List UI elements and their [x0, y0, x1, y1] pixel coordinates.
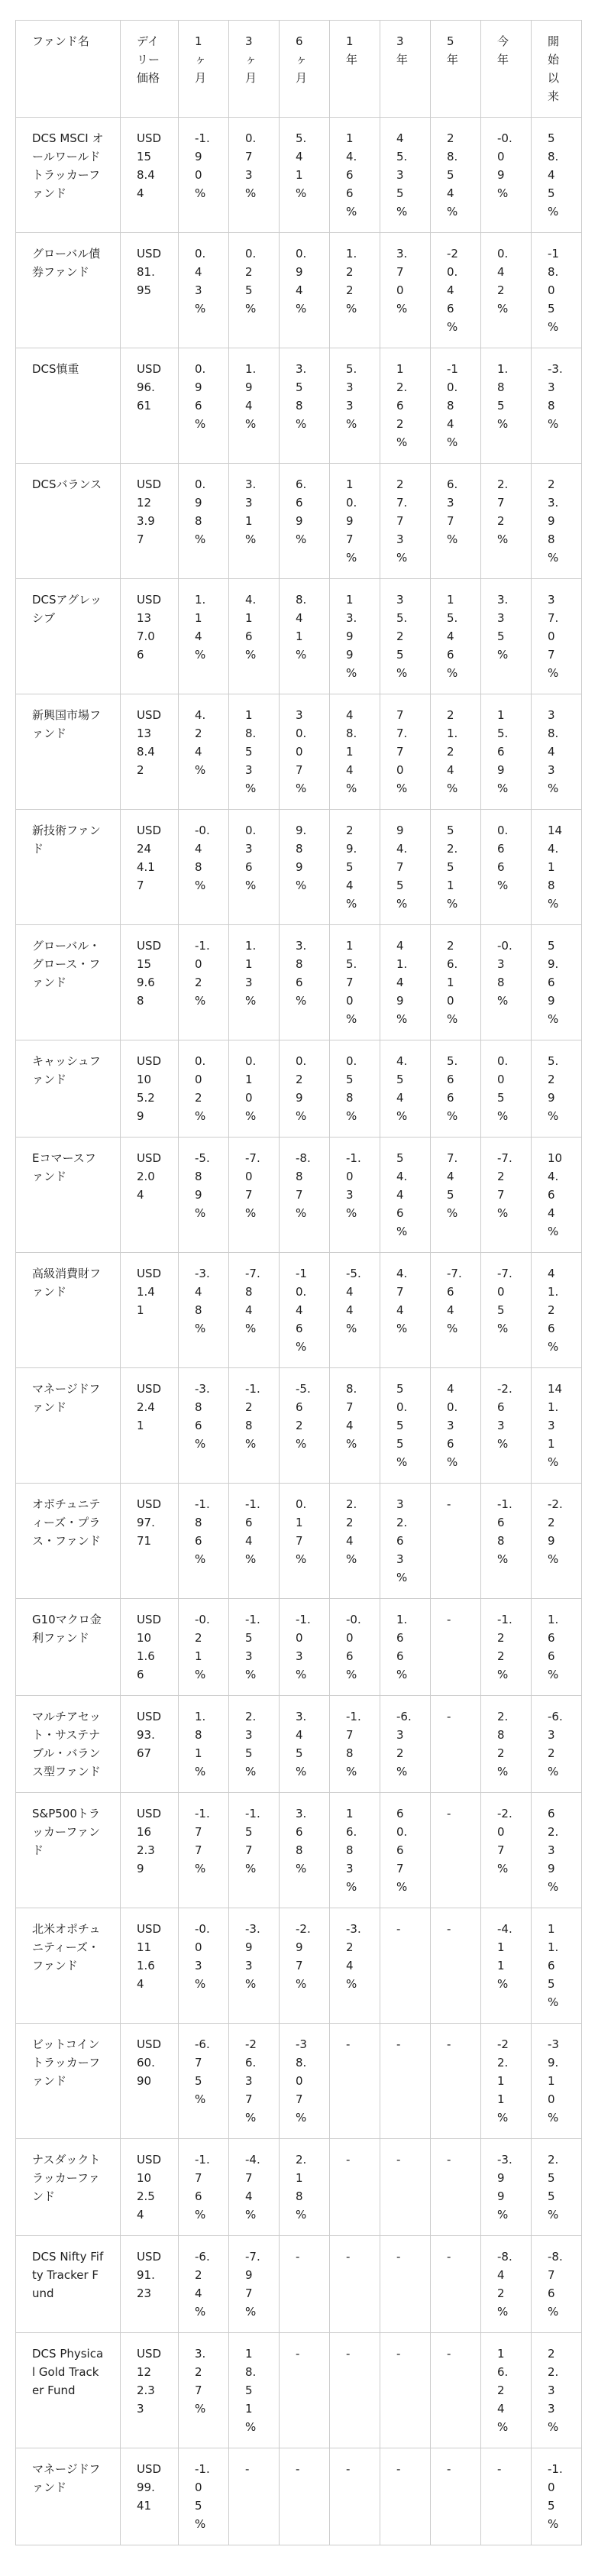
return-inception-cell: -6.32%	[532, 1696, 582, 1793]
return-6m-cell: 6.69%	[280, 464, 330, 579]
table-row	[16, 2024, 582, 2139]
return-3m-cell: 0.10%	[229, 1040, 280, 1138]
return-3y-cell: 12.62%	[380, 348, 431, 464]
return-inception-cell: 62.39%	[532, 1793, 582, 1908]
return-6m-cell: -	[280, 2333, 330, 2448]
daily-price-cell: USD 111.64	[121, 1908, 179, 2024]
return-3y-cell: 4.54%	[380, 1040, 431, 1138]
return-inception-cell: 144.18%	[532, 810, 582, 925]
return-6m-cell: -	[280, 2448, 330, 2545]
return-1m-cell: 1.14%	[179, 579, 229, 694]
return-1m-cell: -1.90%	[179, 118, 229, 233]
return-1y-cell: -	[330, 2236, 380, 2333]
fund-name-cell: DCS MSCI オールワールドトラッカーファンド	[16, 118, 121, 233]
return-1m-cell: -3.48%	[179, 1253, 229, 1368]
return-6m-cell: 30.07%	[280, 694, 330, 810]
return-3y-cell: 27.73%	[380, 464, 431, 579]
fund-name-cell: Eコマースファンド	[16, 1138, 121, 1253]
fund-name-cell: DCSバランス	[16, 464, 121, 579]
return-3y-cell: 77.70%	[380, 694, 431, 810]
return-6m-cell: -10.46%	[280, 1253, 330, 1368]
column-header-2: 1ヶ月	[179, 21, 229, 118]
return-5y-cell: -	[431, 2333, 481, 2448]
return-1y-cell: 48.14%	[330, 694, 380, 810]
fund-name-cell: マネージドファンド	[16, 2448, 121, 2545]
return-ytd-cell: -4.11%	[481, 1908, 532, 2024]
daily-price-cell: USD 102.54	[121, 2139, 179, 2236]
return-inception-cell: 22.33%	[532, 2333, 582, 2448]
return-ytd-cell: 2.82%	[481, 1696, 532, 1793]
return-5y-cell: 5.66%	[431, 1040, 481, 1138]
table-row	[16, 348, 582, 464]
fund-name-cell: キャッシュファンド	[16, 1040, 121, 1138]
daily-price-cell: USD 244.17	[121, 810, 179, 925]
table-row	[16, 810, 582, 925]
return-3y-cell: 54.46%	[380, 1138, 431, 1253]
fund-name-cell: 新技術ファンド	[16, 810, 121, 925]
return-inception-cell: 5.29%	[532, 1040, 582, 1138]
return-5y-cell: -7.64%	[431, 1253, 481, 1368]
return-1m-cell: -0.21%	[179, 1599, 229, 1696]
return-inception-cell: 1.66%	[532, 1599, 582, 1696]
return-3m-cell: -1.57%	[229, 1793, 280, 1908]
fund-name-cell: 新興国市場ファンド	[16, 694, 121, 810]
return-3m-cell: 0.73%	[229, 118, 280, 233]
return-5y-cell: -	[431, 1908, 481, 2024]
return-inception-cell: -2.29%	[532, 1484, 582, 1599]
return-6m-cell: -1.03%	[280, 1599, 330, 1696]
return-6m-cell: 3.86%	[280, 925, 330, 1040]
column-header-4: 6ヶ月	[280, 21, 330, 118]
return-5y-cell: -	[431, 1696, 481, 1793]
table-row	[16, 1793, 582, 1908]
return-1y-cell: -	[330, 2139, 380, 2236]
table-row	[16, 2236, 582, 2333]
return-6m-cell: -2.97%	[280, 1908, 330, 2024]
daily-price-cell: USD 93.67	[121, 1696, 179, 1793]
table-row	[16, 2139, 582, 2236]
return-ytd-cell: 0.42%	[481, 233, 532, 348]
funds-performance-table	[15, 20, 582, 2545]
return-ytd-cell: -0.09%	[481, 118, 532, 233]
return-inception-cell: 59.69%	[532, 925, 582, 1040]
table-row	[16, 1599, 582, 1696]
fund-name-cell: DCSアグレッシブ	[16, 579, 121, 694]
return-6m-cell: -	[280, 2236, 330, 2333]
daily-price-cell: USD 123.97	[121, 464, 179, 579]
return-1m-cell: 0.98%	[179, 464, 229, 579]
return-5y-cell: -10.84%	[431, 348, 481, 464]
return-5y-cell: -	[431, 2024, 481, 2139]
return-ytd-cell: -1.22%	[481, 1599, 532, 1696]
daily-price-cell: USD 101.66	[121, 1599, 179, 1696]
return-3m-cell: 18.53%	[229, 694, 280, 810]
column-header-5: 1年	[330, 21, 380, 118]
return-5y-cell: 6.37%	[431, 464, 481, 579]
return-3y-cell: -6.32%	[380, 1696, 431, 1793]
fund-name-cell: DCS慎重	[16, 348, 121, 464]
return-ytd-cell: -22.11%	[481, 2024, 532, 2139]
return-3m-cell: 0.36%	[229, 810, 280, 925]
return-inception-cell: 104.64%	[532, 1138, 582, 1253]
return-1y-cell: -3.24%	[330, 1908, 380, 2024]
table-row	[16, 1696, 582, 1793]
return-6m-cell: -8.87%	[280, 1138, 330, 1253]
return-6m-cell: 9.89%	[280, 810, 330, 925]
column-header-8: 今年	[481, 21, 532, 118]
daily-price-cell: USD 2.04	[121, 1138, 179, 1253]
daily-price-cell: USD 138.42	[121, 694, 179, 810]
return-1y-cell: 1.22%	[330, 233, 380, 348]
return-ytd-cell: 0.05%	[481, 1040, 532, 1138]
return-ytd-cell: 16.24%	[481, 2333, 532, 2448]
return-1y-cell: 14.66%	[330, 118, 380, 233]
return-5y-cell: -20.46%	[431, 233, 481, 348]
fund-name-cell: 高級消費財ファンド	[16, 1253, 121, 1368]
daily-price-cell: USD 99.41	[121, 2448, 179, 2545]
return-3y-cell: 45.35%	[380, 118, 431, 233]
fund-name-cell: グローバル債券ファンド	[16, 233, 121, 348]
return-1y-cell: -0.06%	[330, 1599, 380, 1696]
fund-name-cell: ビットコイントラッカーファンド	[16, 2024, 121, 2139]
daily-price-cell: USD 2.41	[121, 1368, 179, 1484]
return-6m-cell: 3.45%	[280, 1696, 330, 1793]
return-3m-cell: 1.94%	[229, 348, 280, 464]
table-row	[16, 694, 582, 810]
return-1m-cell: 0.02%	[179, 1040, 229, 1138]
column-header-3: 3ヶ月	[229, 21, 280, 118]
return-5y-cell: 15.46%	[431, 579, 481, 694]
return-3m-cell: 18.51%	[229, 2333, 280, 2448]
return-1m-cell: -1.05%	[179, 2448, 229, 2545]
return-1m-cell: -0.03%	[179, 1908, 229, 2024]
return-ytd-cell: -	[481, 2448, 532, 2545]
return-5y-cell: -	[431, 2236, 481, 2333]
return-inception-cell: 141.31%	[532, 1368, 582, 1484]
return-5y-cell: -	[431, 2139, 481, 2236]
return-1y-cell: 8.74%	[330, 1368, 380, 1484]
return-3y-cell: -	[380, 2333, 431, 2448]
return-inception-cell: 41.26%	[532, 1253, 582, 1368]
header-row	[16, 21, 582, 118]
return-ytd-cell: 3.35%	[481, 579, 532, 694]
return-1y-cell: 5.33%	[330, 348, 380, 464]
daily-price-cell: USD 162.39	[121, 1793, 179, 1908]
return-3y-cell: -	[380, 2448, 431, 2545]
return-1m-cell: 0.43%	[179, 233, 229, 348]
return-ytd-cell: -1.68%	[481, 1484, 532, 1599]
return-3y-cell: 50.55%	[380, 1368, 431, 1484]
return-6m-cell: -5.62%	[280, 1368, 330, 1484]
table-row	[16, 1484, 582, 1599]
return-1y-cell: -	[330, 2448, 380, 2545]
return-6m-cell: 5.41%	[280, 118, 330, 233]
table-row	[16, 579, 582, 694]
fund-name-cell: DCS Physical Gold Tracker Fund	[16, 2333, 121, 2448]
fund-name-cell: グローバル・グロース・ファンド	[16, 925, 121, 1040]
fund-name-cell: S&P500トラッカーファンド	[16, 1793, 121, 1908]
column-header-7: 5年	[431, 21, 481, 118]
table-row	[16, 118, 582, 233]
return-ytd-cell: 0.66%	[481, 810, 532, 925]
fund-name-cell: DCS Nifty Fifty Tracker Fund	[16, 2236, 121, 2333]
return-3y-cell: -	[380, 2024, 431, 2139]
return-1y-cell: 13.99%	[330, 579, 380, 694]
return-ytd-cell: -0.38%	[481, 925, 532, 1040]
return-inception-cell: 23.98%	[532, 464, 582, 579]
return-1y-cell: -1.03%	[330, 1138, 380, 1253]
return-ytd-cell: -2.63%	[481, 1368, 532, 1484]
return-6m-cell: -38.07%	[280, 2024, 330, 2139]
return-3y-cell: -	[380, 1908, 431, 2024]
return-5y-cell: 52.51%	[431, 810, 481, 925]
table-row	[16, 1253, 582, 1368]
return-3m-cell: -	[229, 2448, 280, 2545]
return-ytd-cell: -8.42%	[481, 2236, 532, 2333]
return-5y-cell: -	[431, 1484, 481, 1599]
return-6m-cell: 3.68%	[280, 1793, 330, 1908]
return-inception-cell: -3.38%	[532, 348, 582, 464]
return-inception-cell: 38.43%	[532, 694, 582, 810]
return-3m-cell: -7.07%	[229, 1138, 280, 1253]
return-1m-cell: -6.24%	[179, 2236, 229, 2333]
return-1y-cell: 29.54%	[330, 810, 380, 925]
return-1m-cell: -0.48%	[179, 810, 229, 925]
return-3y-cell: 35.25%	[380, 579, 431, 694]
return-1m-cell: -3.86%	[179, 1368, 229, 1484]
return-1m-cell: 4.24%	[179, 694, 229, 810]
return-5y-cell: 7.45%	[431, 1138, 481, 1253]
table-row	[16, 233, 582, 348]
return-inception-cell: 2.55%	[532, 2139, 582, 2236]
return-5y-cell: 26.10%	[431, 925, 481, 1040]
return-1y-cell: -	[330, 2333, 380, 2448]
column-header-9: 開始以来	[532, 21, 582, 118]
return-ytd-cell: -2.07%	[481, 1793, 532, 1908]
table-row	[16, 925, 582, 1040]
return-3m-cell: -3.93%	[229, 1908, 280, 2024]
daily-price-cell: USD 122.33	[121, 2333, 179, 2448]
daily-price-cell: USD 158.44	[121, 118, 179, 233]
return-3m-cell: 0.25%	[229, 233, 280, 348]
return-1y-cell: 2.24%	[330, 1484, 380, 1599]
return-inception-cell: 37.07%	[532, 579, 582, 694]
table-header	[16, 21, 582, 118]
return-3y-cell: 1.66%	[380, 1599, 431, 1696]
return-3y-cell: -	[380, 2236, 431, 2333]
return-ytd-cell: -7.27%	[481, 1138, 532, 1253]
daily-price-cell: USD 97.71	[121, 1484, 179, 1599]
return-3y-cell: 4.74%	[380, 1253, 431, 1368]
return-3y-cell: -	[380, 2139, 431, 2236]
return-1m-cell: -6.75%	[179, 2024, 229, 2139]
return-1m-cell: 0.96%	[179, 348, 229, 464]
return-6m-cell: 3.58%	[280, 348, 330, 464]
return-5y-cell: 40.36%	[431, 1368, 481, 1484]
column-header-0: ファンド名	[16, 21, 121, 118]
return-5y-cell: 28.54%	[431, 118, 481, 233]
return-3y-cell: 32.63%	[380, 1484, 431, 1599]
return-1y-cell: -5.44%	[330, 1253, 380, 1368]
return-5y-cell: -	[431, 1599, 481, 1696]
return-ytd-cell: -3.99%	[481, 2139, 532, 2236]
return-3m-cell: -1.64%	[229, 1484, 280, 1599]
return-3m-cell: -1.53%	[229, 1599, 280, 1696]
return-1m-cell: -1.02%	[179, 925, 229, 1040]
table-row	[16, 1138, 582, 1253]
return-3m-cell: 2.35%	[229, 1696, 280, 1793]
return-1m-cell: -1.77%	[179, 1793, 229, 1908]
return-6m-cell: 2.18%	[280, 2139, 330, 2236]
table-row	[16, 1908, 582, 2024]
table-row	[16, 2333, 582, 2448]
column-header-6: 3年	[380, 21, 431, 118]
daily-price-cell: USD 91.23	[121, 2236, 179, 2333]
return-5y-cell: 21.24%	[431, 694, 481, 810]
table-row	[16, 1040, 582, 1138]
daily-price-cell: USD 96.61	[121, 348, 179, 464]
return-3m-cell: -1.28%	[229, 1368, 280, 1484]
return-1y-cell: 16.83%	[330, 1793, 380, 1908]
fund-name-cell: G10マクロ金利ファンド	[16, 1599, 121, 1696]
fund-name-cell: マネージドファンド	[16, 1368, 121, 1484]
return-3m-cell: 1.13%	[229, 925, 280, 1040]
table-row	[16, 1368, 582, 1484]
return-3m-cell: 4.16%	[229, 579, 280, 694]
return-1y-cell: 0.58%	[330, 1040, 380, 1138]
return-inception-cell: -1.05%	[532, 2448, 582, 2545]
return-inception-cell: -39.10%	[532, 2024, 582, 2139]
return-3y-cell: 3.70%	[380, 233, 431, 348]
return-inception-cell: -8.76%	[532, 2236, 582, 2333]
return-1m-cell: -1.76%	[179, 2139, 229, 2236]
return-inception-cell: -18.05%	[532, 233, 582, 348]
table-body	[16, 118, 582, 2545]
return-1y-cell: 10.97%	[330, 464, 380, 579]
return-6m-cell: 0.29%	[280, 1040, 330, 1138]
return-inception-cell: 58.45%	[532, 118, 582, 233]
return-6m-cell: 0.17%	[280, 1484, 330, 1599]
return-3m-cell: -7.84%	[229, 1253, 280, 1368]
return-3m-cell: -26.37%	[229, 2024, 280, 2139]
daily-price-cell: USD 1.41	[121, 1253, 179, 1368]
return-1m-cell: -1.86%	[179, 1484, 229, 1599]
fund-name-cell: ナスダックトラッカーファンド	[16, 2139, 121, 2236]
return-ytd-cell: 15.69%	[481, 694, 532, 810]
daily-price-cell: USD 105.29	[121, 1040, 179, 1138]
return-3y-cell: 41.49%	[380, 925, 431, 1040]
return-6m-cell: 0.94%	[280, 233, 330, 348]
daily-price-cell: USD 159.68	[121, 925, 179, 1040]
return-3y-cell: 60.67%	[380, 1793, 431, 1908]
fund-name-cell: マルチアセット・サステナブル・バランス型ファンド	[16, 1696, 121, 1793]
return-6m-cell: 8.41%	[280, 579, 330, 694]
return-1m-cell: 3.27%	[179, 2333, 229, 2448]
return-ytd-cell: 1.85%	[481, 348, 532, 464]
daily-price-cell: USD 137.06	[121, 579, 179, 694]
fund-name-cell: 北米オポチュニティーズ・ファンド	[16, 1908, 121, 2024]
return-inception-cell: 11.65%	[532, 1908, 582, 2024]
return-ytd-cell: -7.05%	[481, 1253, 532, 1368]
return-1m-cell: 1.81%	[179, 1696, 229, 1793]
daily-price-cell: USD 60.90	[121, 2024, 179, 2139]
return-1y-cell: -	[330, 2024, 380, 2139]
fund-name-cell: オポチュニティーズ・プラス・ファンド	[16, 1484, 121, 1599]
return-3m-cell: -7.97%	[229, 2236, 280, 2333]
table-row	[16, 464, 582, 579]
return-1m-cell: -5.89%	[179, 1138, 229, 1253]
return-3m-cell: 3.31%	[229, 464, 280, 579]
daily-price-cell: USD 81.95	[121, 233, 179, 348]
return-5y-cell: -	[431, 1793, 481, 1908]
return-ytd-cell: 2.72%	[481, 464, 532, 579]
return-3m-cell: -4.74%	[229, 2139, 280, 2236]
return-1y-cell: -1.78%	[330, 1696, 380, 1793]
column-header-1: デイリー価格	[121, 21, 179, 118]
return-5y-cell: -	[431, 2448, 481, 2545]
return-1y-cell: 15.70%	[330, 925, 380, 1040]
table-row	[16, 2448, 582, 2545]
return-3y-cell: 94.75%	[380, 810, 431, 925]
